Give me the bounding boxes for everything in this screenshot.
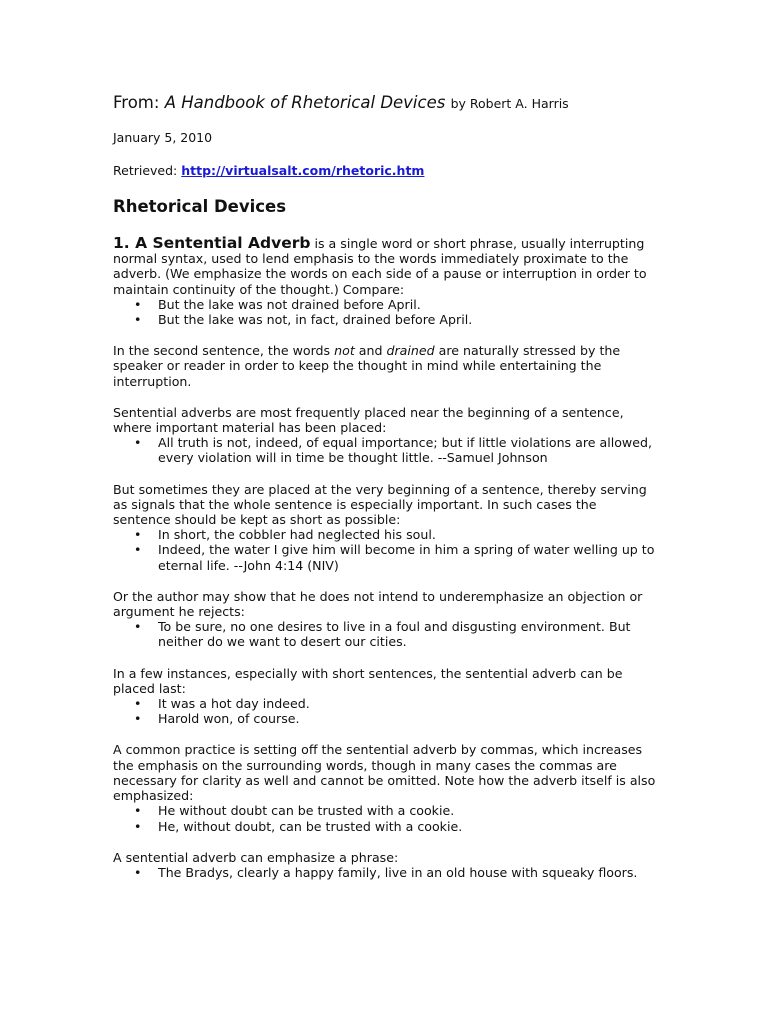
source-link[interactable]: http://virtualsalt.com/rhetoric.htm [181,163,425,178]
objection-paragraph: Or the author may show that he does not intend to underemphasize an objection or argument he rejects: [113,588,643,620]
second-sentence-paragraph [113,343,658,389]
document-date: January 5, 2010 [113,130,213,145]
list-item: • All truth is not, indeed, of equal importance; but if little violations are allowed, every violation will in time be thought little. --Samuel Johnson [158,435,658,465]
retrieved-line [113,163,424,178]
list-item: • Harold won, of course. [158,711,658,726]
book-title: A Handbook of Rhetorical Devices [164,93,446,112]
list-item: • The Bradys, clearly a happy family, live in an old house with squeaky floors. [158,865,658,880]
compare-examples-list [113,297,658,327]
retrieved-label: Retrieved: [113,163,178,178]
note-and: and [358,343,383,359]
note-word-not: not [334,343,355,359]
placement-beginning-paragraph: Sentential adverbs are most frequently placed near the beginning of a sentence, where important material has been placed: [113,404,624,436]
list-item: • He without doubt can be trusted with a cookie. [158,803,658,818]
list-item: • But the lake was not drained before April. [158,297,658,312]
commas-paragraph: A common practice is setting off the sentential adverb by commas, which increases the emphasis on the surrounding words, though in many cases the commas are necessary for clarity as well and cannot be omitted. Note how the adverb itself is also emphasized: [113,742,656,804]
list-item: • Indeed, the water I give him will become in him a spring of water welling up to eternal life. --John 4:14 (NIV) [158,542,658,572]
very-beginning-paragraph: But sometimes they are placed at the very beginning of a sentence, thereby serving as signals that the whole sentence is especially important. In such cases the sentence should be kept as short as possible: [113,481,647,528]
phrase-paragraph: A sentential adverb can emphasize a phrase: [113,849,399,865]
list-item: • It was a hot day indeed. [158,696,658,711]
list-item: • In short, the cobbler had neglected his soul. [158,527,658,542]
commas-list [113,803,658,833]
device-body [113,236,658,880]
note-word-drained: drained [386,343,435,359]
from-prefix: From: [113,93,160,112]
list-item: • He, without doubt, can be trusted with a cookie. [158,819,658,834]
section-title: Rhetorical Devices [113,197,287,216]
placed-last-list [113,696,658,726]
list-item: • But the lake was not, in fact, drained before April. [158,312,658,327]
objection-list [113,619,658,649]
device-intro: is a single word or short phrase, usually interrupting normal syntax, used to lend emphasis to the words immediately proximate to the adverb. (We emphasize the words on each side of a pause or interruption in order to maintain continuity of the thought.) Compare: [113,236,647,297]
source-line [113,93,569,112]
very-beginning-list [113,527,658,573]
device-lead: 1. A Sentential Adverb [113,234,311,252]
note-part2: are naturally stressed by the speaker or reader in order to keep the thought in mind while entertaining the interruption. [113,343,621,389]
device-intro-paragraph [113,236,658,297]
placed-last-paragraph: In a few instances, especially with short sentences, the sentential adverb can be placed last: [113,665,623,696]
list-item: • To be sure, no one desires to live in a foul and disgusting environment. But neither do we want to desert our cities. [158,619,658,649]
note-part1: In the second sentence, the words [113,343,331,359]
book-author: by Robert A. Harris [450,96,569,111]
placement-beginning-list [113,435,658,465]
phrase-list [113,865,658,880]
